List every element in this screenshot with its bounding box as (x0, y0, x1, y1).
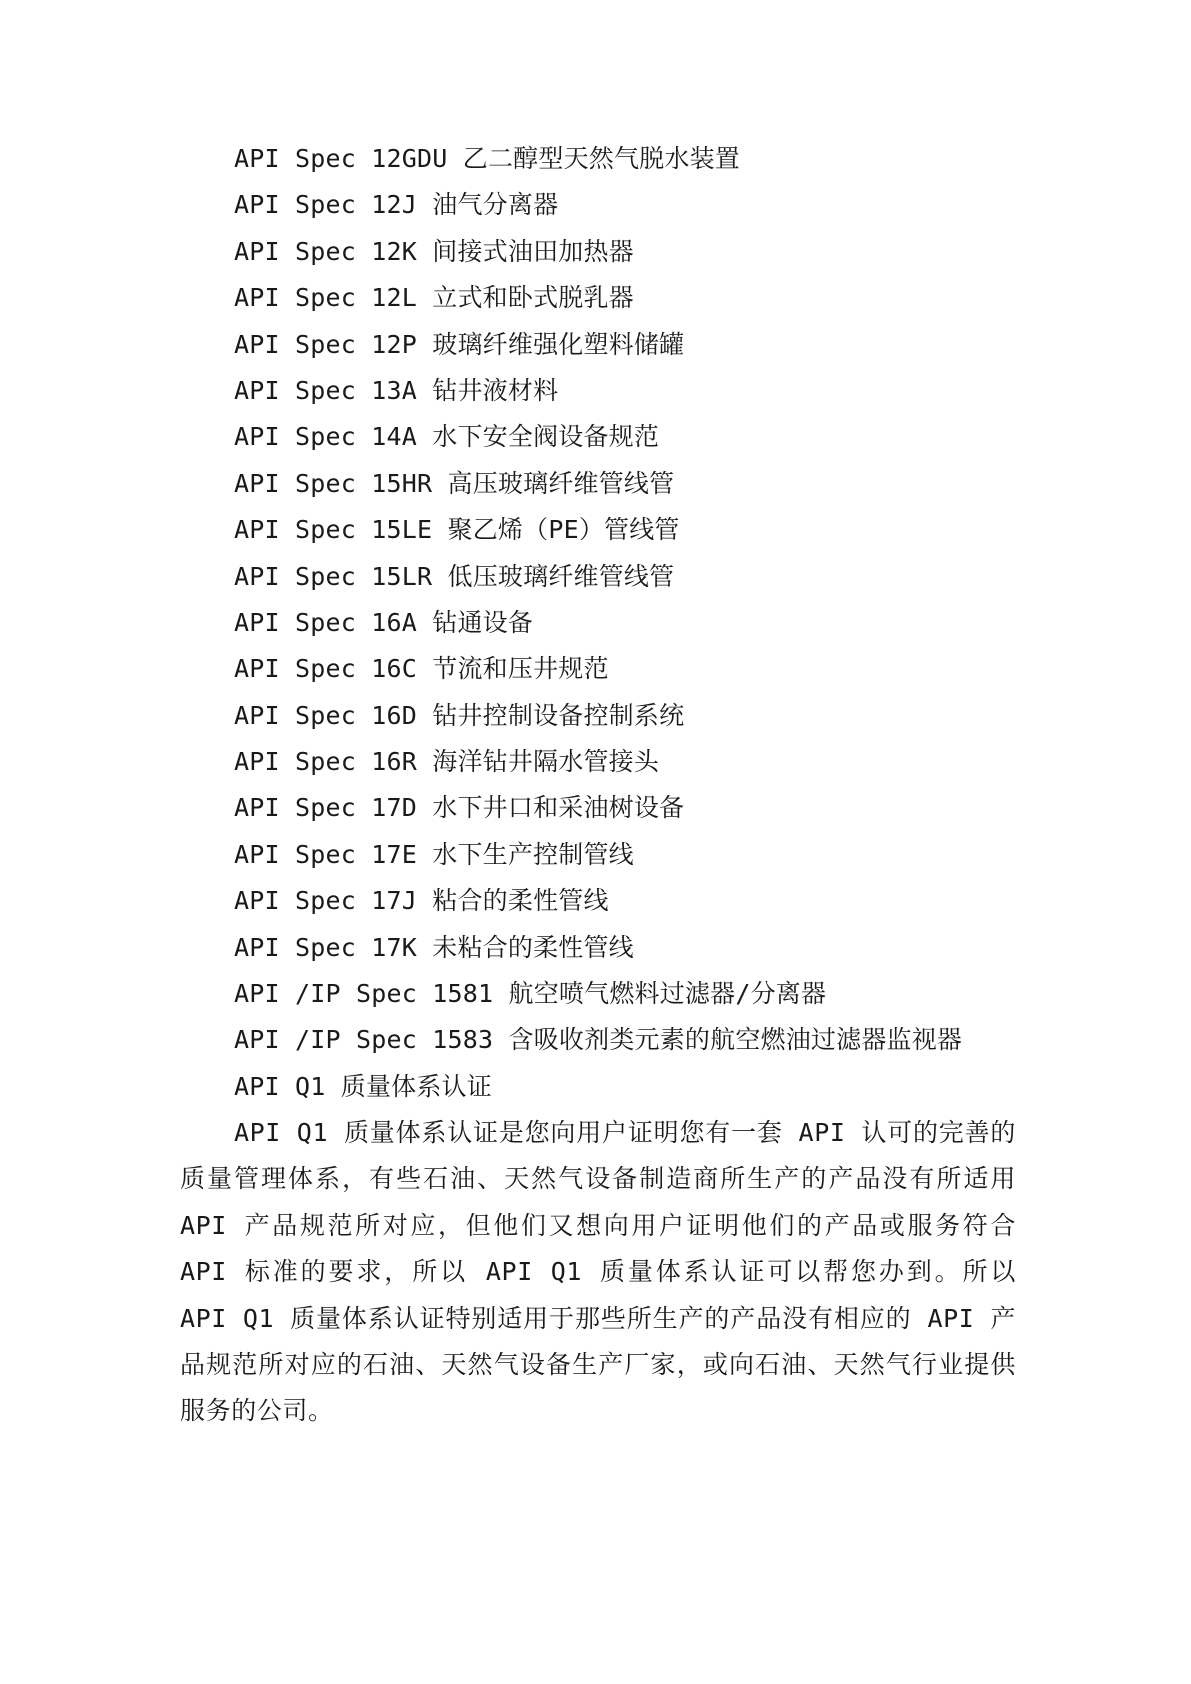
list-item: API Spec 12J 油气分离器 (234, 190, 559, 220)
list-item: API Spec 12K 间接式油田加热器 (234, 236, 634, 266)
list-item: API Spec 17J 粘合的柔性管线 (234, 886, 609, 916)
list-item: API Spec 12P 玻璃纤维强化塑料储罐 (234, 329, 685, 359)
list-item: API /IP Spec 1581 航空喷气燃料过滤器/分离器 (234, 979, 827, 1009)
list-item: API Spec 12L 立式和卧式脱乳器 (234, 283, 634, 313)
list-item: API Spec 14A 水下安全阀设备规范 (234, 422, 660, 452)
list-item: API Spec 17E 水下生产控制管线 (234, 839, 634, 869)
list-item: API Q1 质量体系认证 (234, 1071, 492, 1101)
list-item: API Spec 16C 节流和压井规范 (234, 654, 609, 684)
list-item: API Spec 15LE 聚乙烯（PE）管线管 (234, 515, 680, 545)
list-item: API Spec 15HR 高压玻璃纤维管线管 (234, 468, 675, 498)
list-item: API Spec 13A 钻井液材料 (234, 375, 559, 405)
list-item: API Spec 16D 钻井控制设备控制系统 (234, 700, 685, 730)
list-item: API Spec 17K 未粘合的柔性管线 (234, 932, 634, 962)
list-item: API Spec 17D 水下井口和采油树设备 (234, 793, 685, 823)
list-item: API Spec 16A 钻通设备 (234, 607, 534, 637)
q1-description-paragraph: API Q1 质量体系认证是您向用户证明您有一套 API 认可的完善的质量管理体系，有些石油、天然气设备制造商所生产的产品没有所适用 API 产品规范所对应，但他们又想向用户证明他们的产品或服务符合 API 标准的要求，所以 API Q1 质量体系认证可以帮您办到。所以 API Q1 质量体系认证特别适用于那些所生产的产品没有相应的 API 产品规范所对应的石油、天然气设备生产厂家，或向石油、天然气行业提供服务的公司。 (180, 1118, 1016, 1426)
list-item: API /IP Spec 1583 含吸收剂类元素的航空燃油过滤器监视器 (234, 1025, 963, 1055)
list-item: API Spec 16R 海洋钻井隔水管接头 (234, 747, 660, 777)
api-spec-list (234, 136, 962, 1110)
list-item: API Spec 15LR 低压玻璃纤维管线管 (234, 561, 675, 591)
list-item: API Spec 12GDU 乙二醇型天然气脱水装置 (234, 144, 740, 173)
